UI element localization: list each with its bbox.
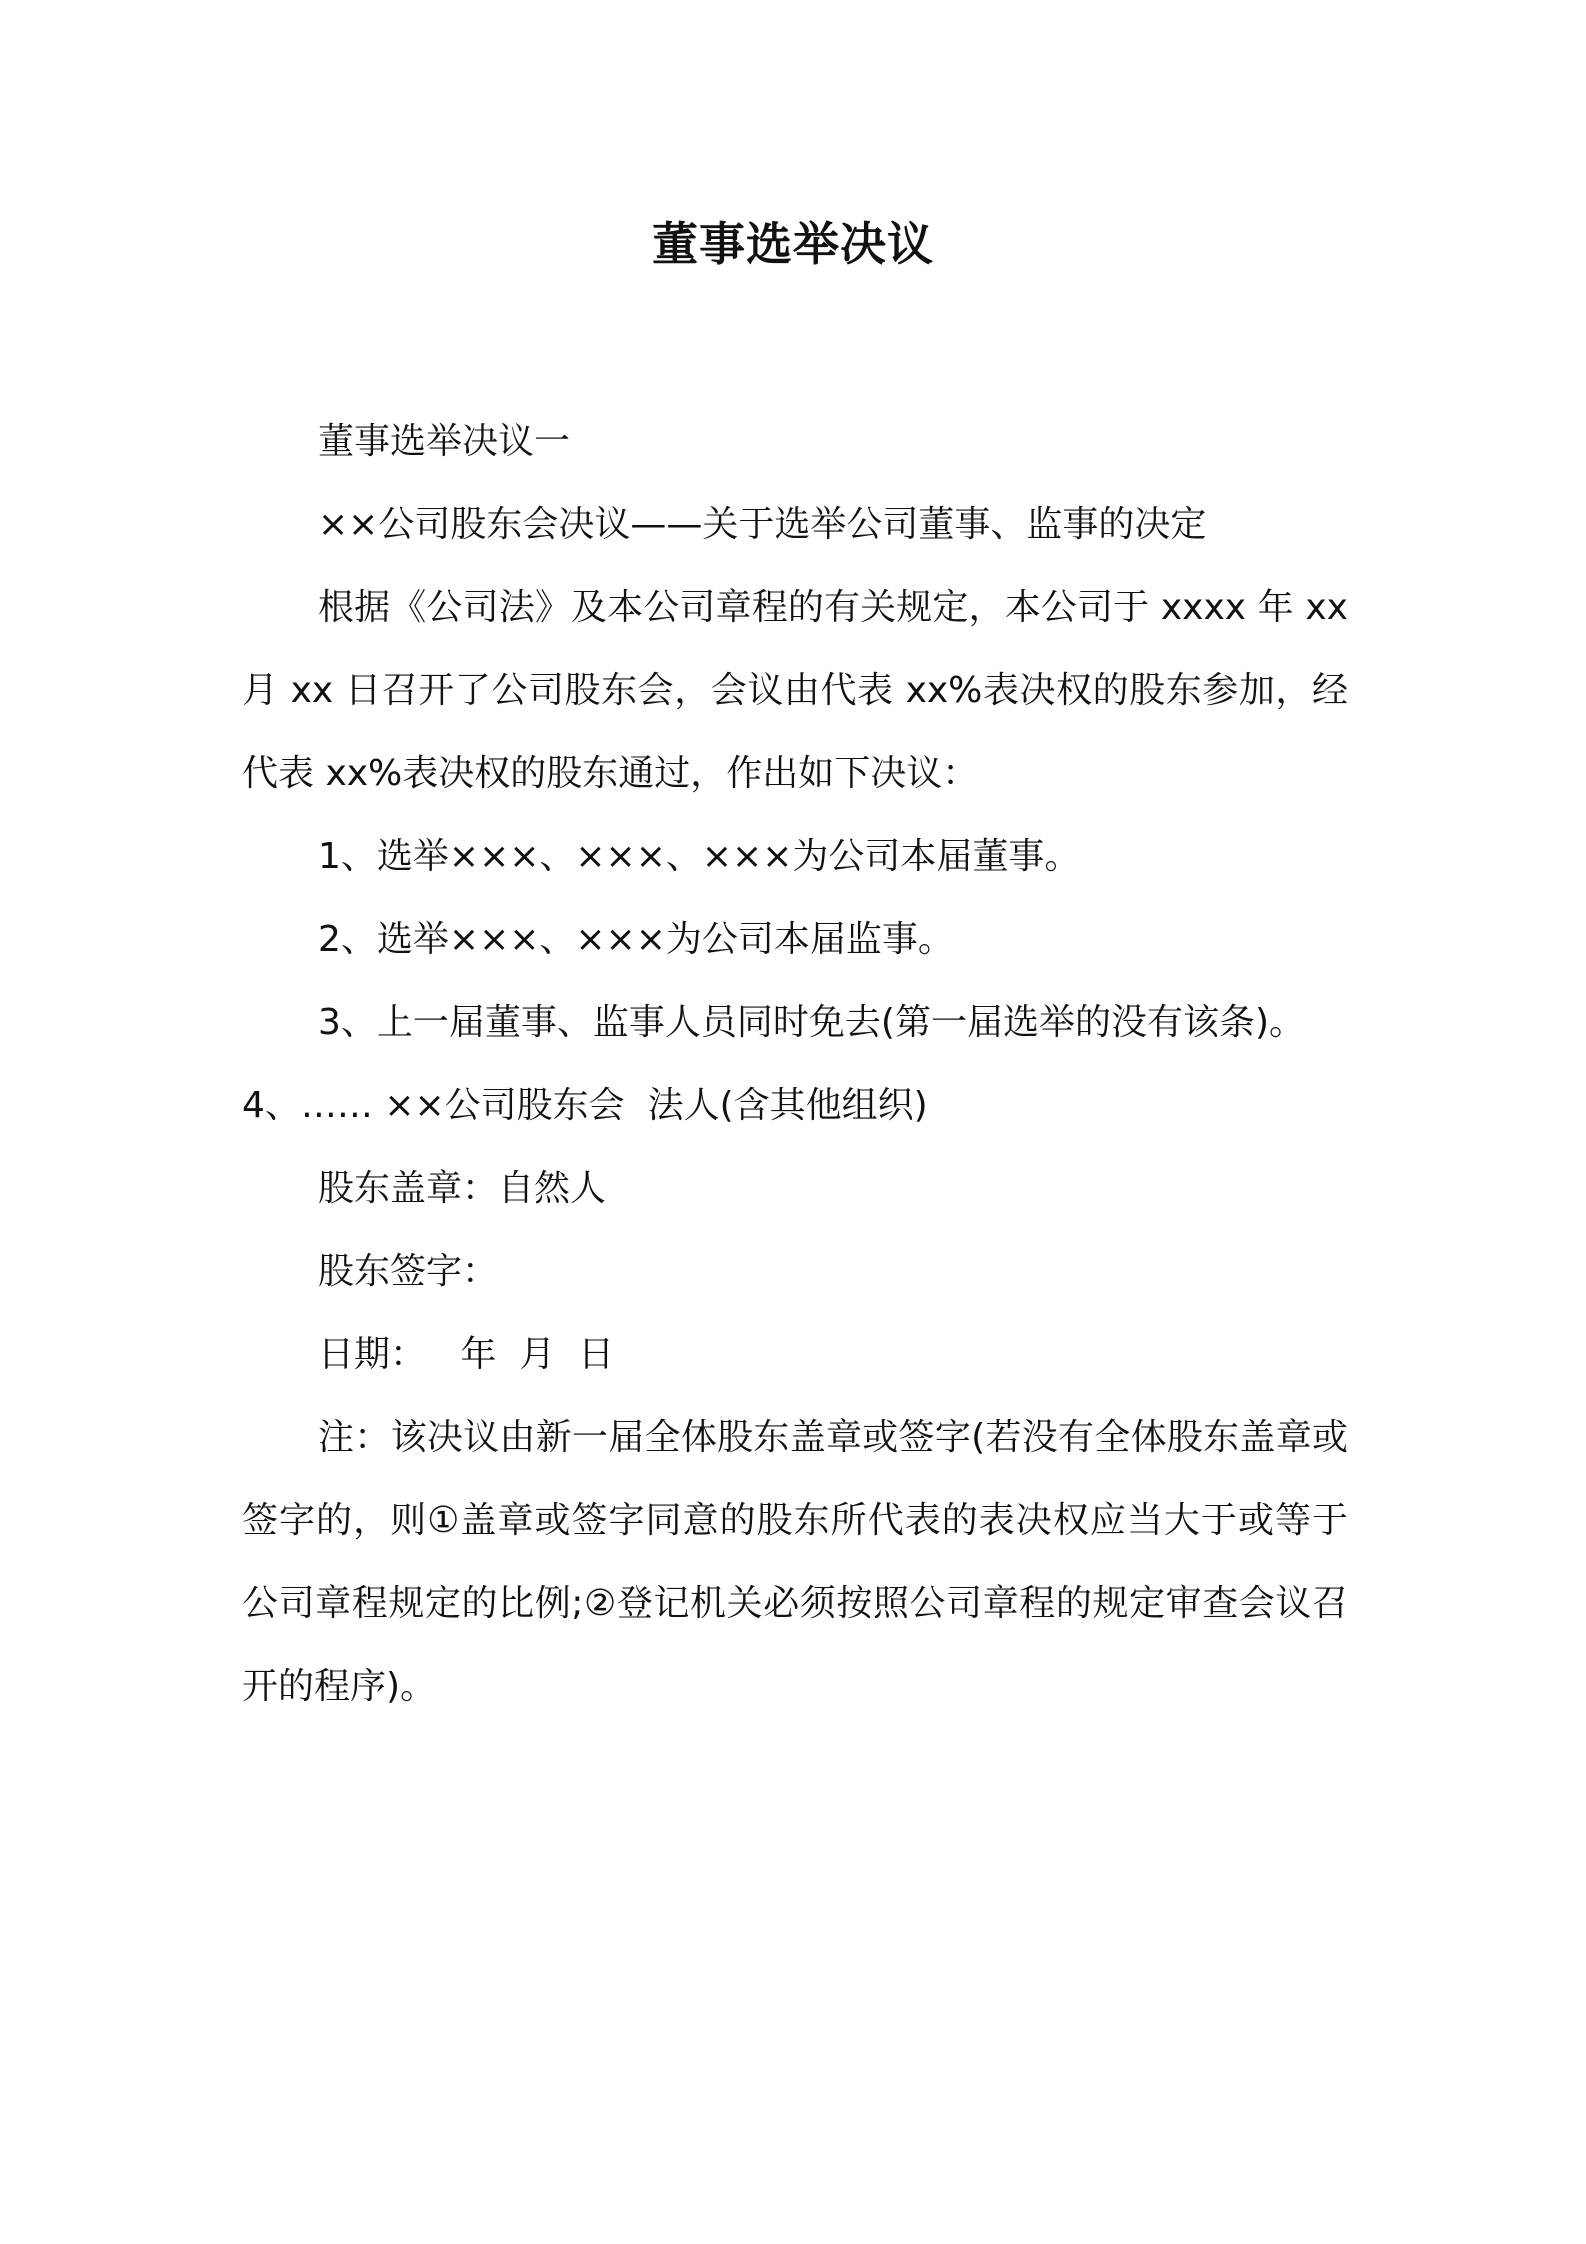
document-title: 董事选举决议 <box>652 217 934 271</box>
shareholder-seal-line: 股东盖章：自然人 <box>318 1168 607 1209</box>
intro-paragraph: 根据《公司法》及本公司章程的有关规定，本公司于 xxxx 年 xx 月 xx 日召开了公司股东会，会议由代表 xx%表决权的股东参加，经代表 xx%表决权的股东通过，作出如下决议： <box>242 587 1348 794</box>
resolution-item-3: 3、上一届董事、监事人员同时免去(第一届选举的没有该条)。 <box>318 1002 1305 1043</box>
resolution-item-1: 1、选举×××、×××、×××为公司本届董事。 <box>318 836 1081 877</box>
document-body <box>242 400 1348 1728</box>
subtitle-paragraph: 董事选举决议一 <box>318 421 571 462</box>
date-line: 日期： 年 月 日 <box>318 1334 615 1375</box>
resolution-item-2: 2、选举×××、×××为公司本届监事。 <box>318 919 954 960</box>
resolution-heading: ××公司股东会决议——关于选举公司董事、监事的决定 <box>318 504 1207 545</box>
resolution-item-4: 4、…… ××公司股东会 法人(含其他组织) <box>242 1085 928 1126</box>
note-paragraph: 注：该决议由新一届全体股东盖章或签字(若没有全体股东盖章或签字的，则①盖章或签字同意的股东所代表的表决权应当大于或等于公司章程规定的比例;②登记机关必须按照公司章程的规定审查会议召开的程序)。 <box>242 1417 1348 1707</box>
shareholder-signature-line: 股东签字： <box>318 1251 499 1292</box>
